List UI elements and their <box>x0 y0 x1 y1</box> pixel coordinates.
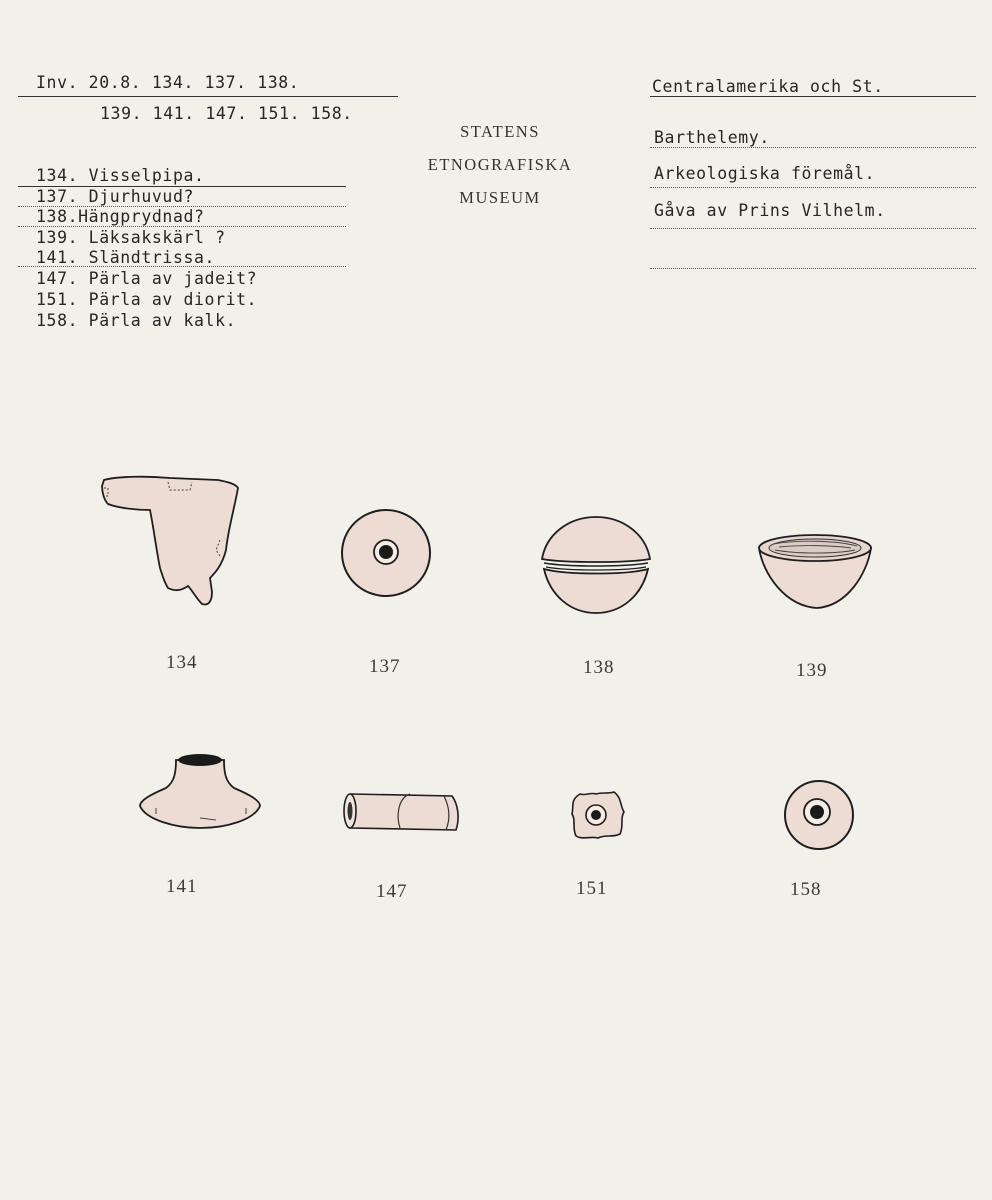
item-list-row: 137. Djurhuvud? <box>36 187 195 206</box>
inventory-underline <box>18 96 398 97</box>
region-line-2: Barthelemy. <box>654 128 770 147</box>
limestone-bead-drawing-158 <box>781 779 857 853</box>
drawing-label-151: 151 <box>576 878 608 899</box>
item-list-row: 138.Hängprydnad? <box>36 207 205 226</box>
item-list-row: 158. Pärla av kalk. <box>36 311 237 330</box>
drawing-label-141: 141 <box>166 876 198 897</box>
item-list-row: 139. Läksakskärl ? <box>36 228 226 247</box>
drawing-label-137: 137 <box>369 656 401 677</box>
animal-head-drawing-137 <box>338 506 434 600</box>
whistle-drawing-134 <box>98 470 244 610</box>
medicine-vessel-drawing-139 <box>755 528 875 612</box>
diorite-bead-drawing-151 <box>566 788 626 842</box>
region-line-3: Arkeologiska föremål. <box>654 164 876 183</box>
drawing-label-147: 147 <box>376 881 408 902</box>
pendant-drawing-138 <box>538 513 654 617</box>
item-list-row: 151. Pärla av diorit. <box>36 290 258 309</box>
region-dotted-rule-1 <box>650 147 976 148</box>
region-underline <box>650 96 976 97</box>
inventory-line-1: Inv. 20.8. 134. 137. 138. <box>36 73 300 92</box>
region-line-4: Gåva av Prins Vilhelm. <box>654 201 886 220</box>
region-line-1: Centralamerika och St. <box>652 77 884 96</box>
item-list-row: 134. Visselpipa. <box>36 166 205 185</box>
inventory-line-2: 139. 141. 147. 151. 158. <box>100 104 353 123</box>
drawing-label-158: 158 <box>790 879 822 900</box>
spindle-whorl-drawing-141 <box>136 750 264 832</box>
drawing-label-139: 139 <box>796 660 828 681</box>
drawing-label-138: 138 <box>583 657 615 678</box>
museum-name-line-3: MUSEUM <box>459 188 541 207</box>
item-list-rule <box>18 266 346 267</box>
museum-name-line-2: ETNOGRAFISKA <box>427 155 573 174</box>
drawing-label-134: 134 <box>166 652 198 673</box>
region-dotted-rule-3 <box>650 228 976 229</box>
region-dotted-rule-4 <box>650 268 976 269</box>
region-dotted-rule-2 <box>650 187 976 188</box>
jade-bead-drawing-147 <box>340 788 462 836</box>
item-list-row: 147. Pärla av jadeit? <box>36 269 258 288</box>
item-list-rule <box>18 226 346 227</box>
museum-name-line-1: STATENS <box>460 122 540 141</box>
item-list-row: 141. Sländtrissa. <box>36 248 216 267</box>
